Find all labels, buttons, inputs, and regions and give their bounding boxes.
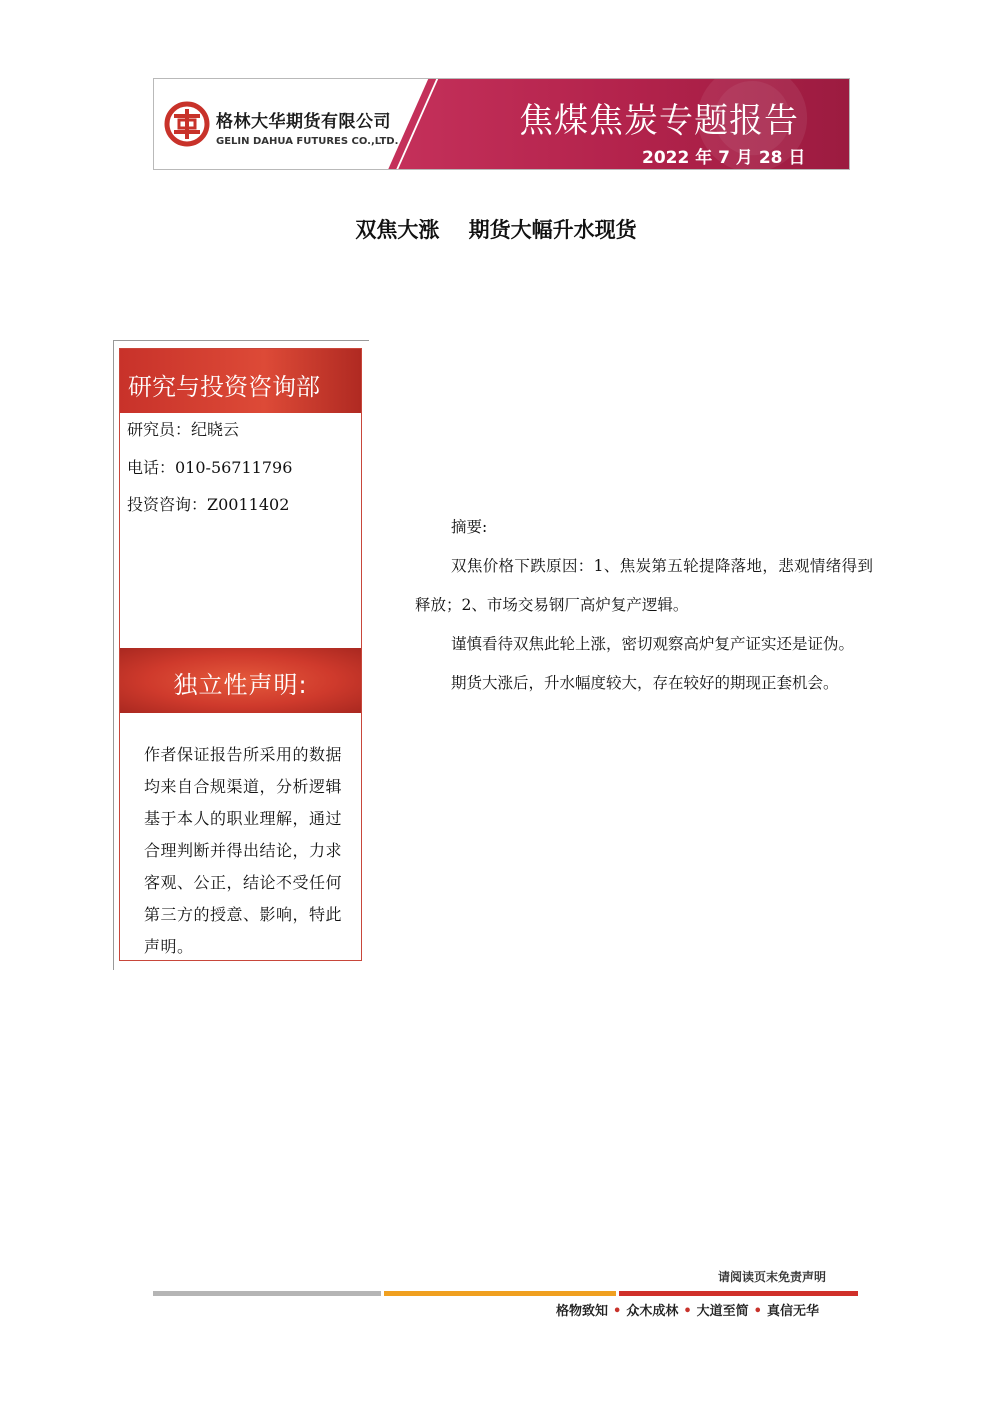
declaration-text: 作者保证报告所采用的数据均来自合规渠道，分析逻辑基于本人的职业理解，通过合理判断并得出结论，力求客观、公正，结论不受任何第三方的授意、影响，特此声明。 xyxy=(144,745,343,956)
report-date: 2022 年 7 月 28 日 xyxy=(642,148,806,168)
phone-number: 电话：010-56711796 xyxy=(127,458,293,477)
declaration-title: 独立性声明: xyxy=(173,671,308,699)
company-name-en: GELIN DAHUA FUTURES CO.,LTD. xyxy=(216,136,399,147)
department-header xyxy=(120,349,361,413)
motto-item: 众木成林 xyxy=(626,1304,679,1319)
sidebar xyxy=(119,348,362,961)
bullet-icon: • xyxy=(683,1304,692,1319)
footer-bar-orange xyxy=(384,1291,616,1296)
researcher-name: 研究员：纪晓云 xyxy=(127,420,240,439)
motto-item: 真信无华 xyxy=(766,1304,819,1319)
footer-divider xyxy=(153,1291,858,1296)
summary-label: 摘要: xyxy=(451,518,488,536)
license-number: 投资咨询：Z0011402 xyxy=(127,495,290,514)
summary-paragraph: 双焦价格下跌原因：1、焦炭第五轮提降落地，悲观情绪得到释放；2、市场交易钢厂高炉复产逻辑。 xyxy=(415,557,873,614)
bullet-icon: • xyxy=(613,1304,622,1319)
report-title: 焦煤焦炭专题报告 xyxy=(519,101,799,141)
summary-section xyxy=(415,508,873,703)
footer-bar-red xyxy=(619,1291,858,1296)
motto-item: 格物致知 xyxy=(556,1304,609,1319)
footer-bar-gray xyxy=(153,1291,381,1296)
gelin-dahua-logo-icon xyxy=(164,101,210,147)
bullet-icon: • xyxy=(753,1304,762,1319)
summary-paragraph: 谨慎看待双焦此轮上涨，密切观察高炉复产证实还是证伪。 xyxy=(451,635,855,653)
report-header-banner xyxy=(153,78,850,170)
company-name-cn: 格林大华期货有限公司 xyxy=(216,112,391,132)
summary-paragraph: 期货大涨后，升水幅度较大，存在较好的期现正套机会。 xyxy=(451,674,839,692)
motto-item: 大道至简 xyxy=(696,1304,749,1319)
page-title: 双焦大涨 期货大幅升水现货 xyxy=(355,218,637,242)
declaration-header xyxy=(120,648,361,713)
disclaimer-note: 请阅读页末免责声明 xyxy=(718,1270,827,1284)
department-title: 研究与投资咨询部 xyxy=(128,373,320,401)
footer-motto xyxy=(556,1300,819,1319)
